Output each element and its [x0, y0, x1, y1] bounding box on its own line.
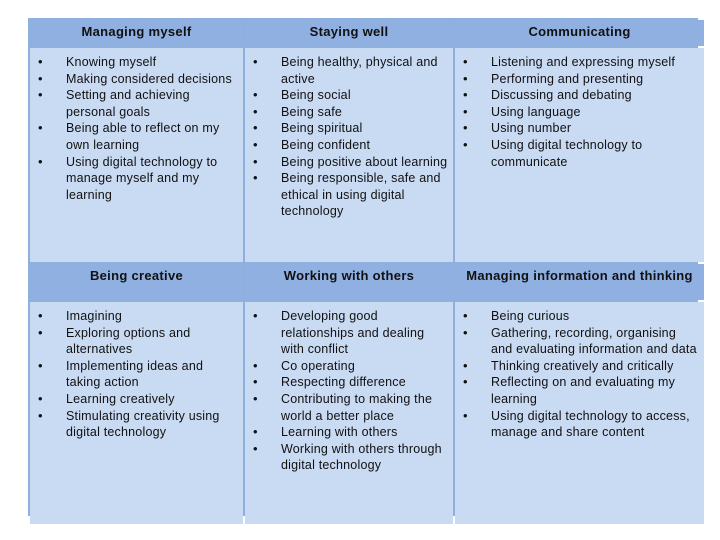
list-item: • Stimulating creativity using digital technology [34, 408, 239, 441]
cell-managing-information [455, 302, 704, 524]
list-item: • Listening and expressing myself [459, 54, 700, 71]
list-item: • Imagining [34, 308, 239, 325]
list-item: • Contributing to making the world a better place [249, 391, 449, 424]
list-item: • Using language [459, 104, 700, 121]
list-managing-myself [34, 54, 239, 203]
header-working-with-others: Working with others [245, 264, 453, 300]
list-item: • Being positive about learning [249, 154, 449, 171]
list-item: • Knowing myself [34, 54, 239, 71]
list-being-creative [34, 308, 239, 441]
list-managing-information [459, 308, 700, 441]
list-staying-well [249, 54, 449, 220]
list-item: • Learning creatively [34, 391, 239, 408]
cell-working-with-others [245, 302, 453, 524]
list-item: • Being spiritual [249, 120, 449, 137]
list-item: • Using number [459, 120, 700, 137]
list-item: • Using digital technology to communicate [459, 137, 700, 170]
list-item: • Making considered decisions [34, 71, 239, 88]
list-item: • Gathering, recording, organising and evaluating information and data [459, 325, 700, 358]
header-communicating: Communicating [455, 20, 704, 46]
key-skills-table [28, 18, 698, 516]
list-item: • Setting and achieving personal goals [34, 87, 239, 120]
list-item: • Co operating [249, 358, 449, 375]
list-item: • Discussing and debating [459, 87, 700, 104]
cell-being-creative [30, 302, 243, 524]
list-item: • Exploring options and alternatives [34, 325, 239, 358]
list-item: • Learning with others [249, 424, 449, 441]
header-managing-information: Managing information and thinking [455, 264, 704, 300]
list-item: • Respecting difference [249, 374, 449, 391]
cell-communicating [455, 48, 704, 262]
list-item: • Reflecting on and evaluating my learning [459, 374, 700, 407]
list-item: • Being able to reflect on my own learning [34, 120, 239, 153]
list-item: • Using digital technology to manage myself and my learning [34, 154, 239, 204]
list-item: • Thinking creatively and critically [459, 358, 700, 375]
list-item: • Being healthy, physical and active [249, 54, 449, 87]
list-working-with-others [249, 308, 449, 474]
list-item: • Performing and presenting [459, 71, 700, 88]
list-item: • Being confident [249, 137, 449, 154]
header-managing-myself: Managing myself [30, 20, 243, 46]
list-item: • Being responsible, safe and ethical in using digital technology [249, 170, 449, 220]
header-staying-well: Staying well [245, 20, 453, 46]
cell-managing-myself [30, 48, 243, 262]
list-item: • Being safe [249, 104, 449, 121]
list-item: • Developing good relationships and dealing with conflict [249, 308, 449, 358]
list-item: • Being social [249, 87, 449, 104]
list-item: • Implementing ideas and taking action [34, 358, 239, 391]
list-item: • Working with others through digital technology [249, 441, 449, 474]
list-item: • Being curious [459, 308, 700, 325]
list-communicating [459, 54, 700, 170]
header-being-creative: Being creative [30, 264, 243, 300]
list-item: • Using digital technology to access, manage and share content [459, 408, 700, 441]
cell-staying-well [245, 48, 453, 262]
